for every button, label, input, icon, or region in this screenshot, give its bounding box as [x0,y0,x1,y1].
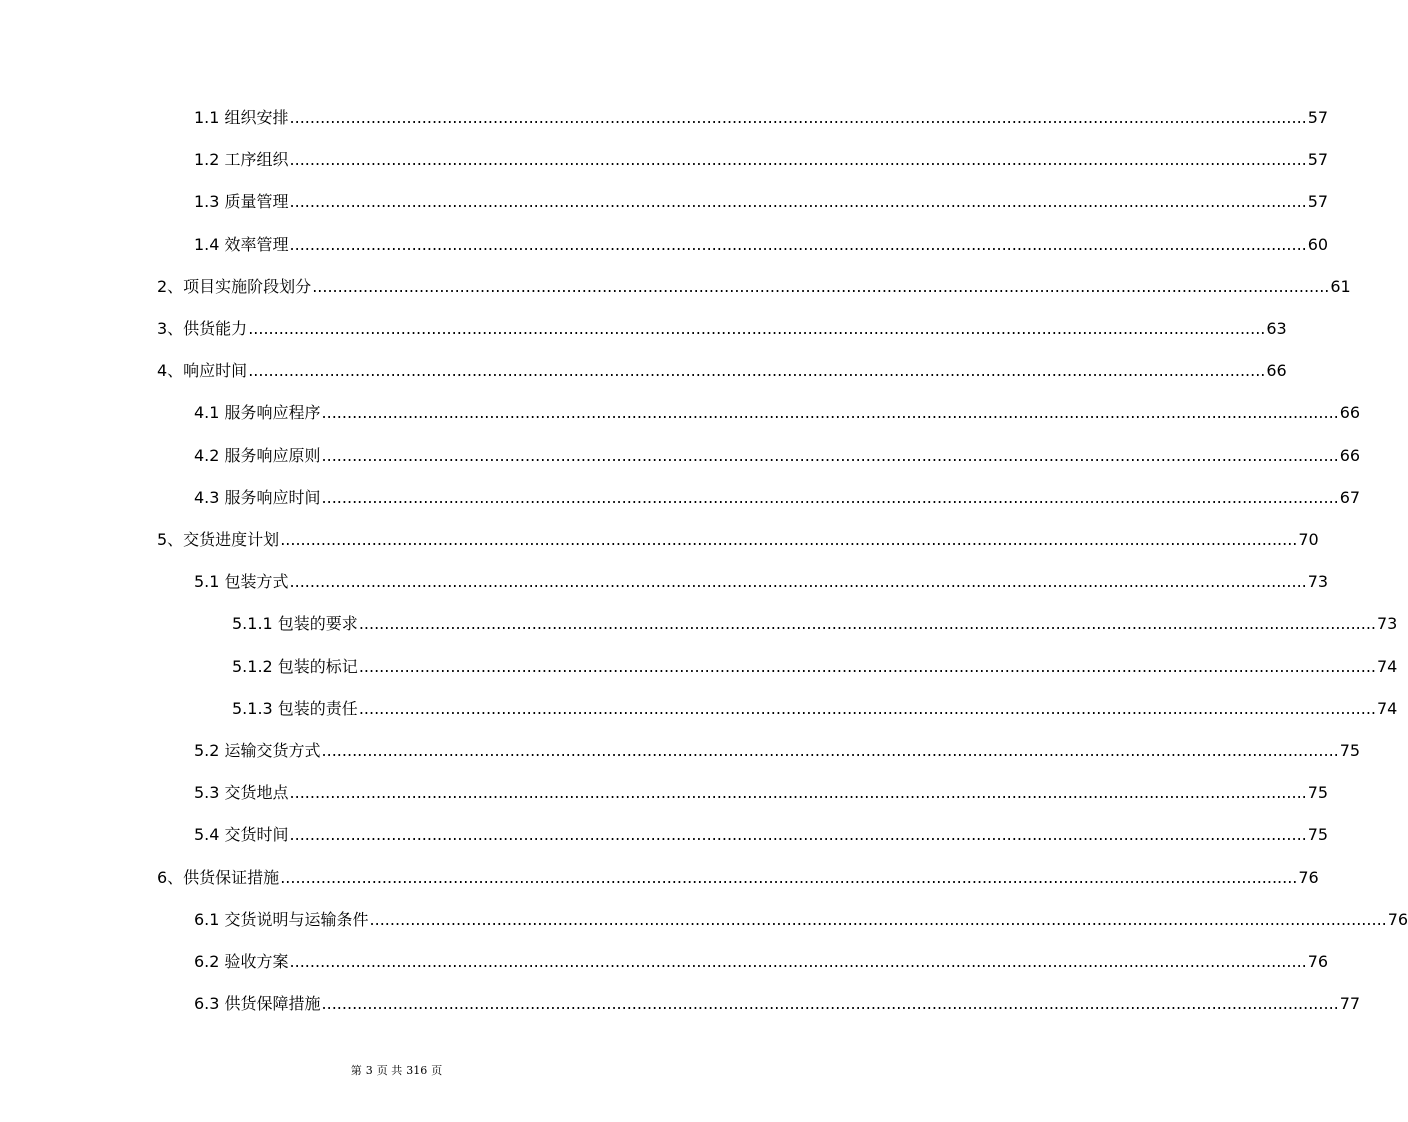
toc-entry[interactable] [194,484,1361,508]
toc-dot-leader: ........................................................................................................................................................................................................ [289,572,1307,592]
toc-entry-page-number: 66 [1339,445,1361,465]
toc-entry-page-number: 57 [1307,150,1329,170]
toc-entry-title: 6、供货保证措施 [157,867,280,887]
toc-entry[interactable] [232,653,1398,677]
toc-dot-leader: ........................................................................................................................................................................................................ [358,698,1376,718]
toc-dot-leader: ........................................................................................................................................................................................................ [289,783,1307,803]
toc-entry-page-number: 74 [1377,698,1398,718]
toc-dot-leader: ........................................................................................................................................................................................................ [289,108,1307,127]
toc-entry-title: 5.2 运输交货方式 [194,741,321,760]
toc-entry[interactable] [194,104,1329,128]
toc-entry-title: 5.1.1 包装的要求 [232,614,358,634]
footer-current-page: 3 [365,1064,373,1077]
toc-entry-title: 6.2 验收方案 [194,952,289,971]
toc-entry-page-number: 75 [1307,783,1329,803]
toc-dot-leader: ........................................................................................................................................................................................................ [280,867,1298,887]
toc-entry-page-number: 57 [1307,108,1329,127]
toc-dot-leader: ........................................................................................................................................................................................................ [321,487,1339,507]
toc-entry-page-number: 70 [1298,530,1319,549]
toc-entry[interactable] [194,442,1361,466]
toc-entry-title: 6.1 交货说明与运输条件 [194,909,369,929]
toc-dot-leader: ........................................................................................................................................................................................................ [248,361,1266,381]
toc-entry-page-number: 66 [1266,361,1287,381]
footer-suffix: 页 [431,1064,443,1077]
toc-dot-leader: ........................................................................................................................................................................................................ [289,952,1307,971]
toc-entry-title: 5.4 交货时间 [194,825,289,845]
toc-entry[interactable] [194,821,1329,845]
toc-dot-leader: ........................................................................................................................................................................................................ [369,909,1387,929]
toc-entry-title: 4、响应时间 [157,361,248,381]
toc-entry[interactable] [194,906,1408,930]
toc-entry-title: 3、供货能力 [157,319,248,338]
toc-dot-leader: ........................................................................................................................................................................................................ [358,614,1376,634]
toc-entry[interactable] [194,188,1329,212]
toc-entry-page-number: 76 [1307,952,1329,971]
toc-entry-page-number: 57 [1307,192,1329,212]
toc-entry-page-number: 61 [1330,276,1351,296]
toc-entry[interactable] [194,146,1329,170]
toc-dot-leader: ........................................................................................................................................................................................................ [321,403,1339,423]
toc-entry-title: 1.1 组织安排 [194,108,289,127]
toc-entry-title: 5、交货进度计划 [157,530,280,549]
toc-dot-leader: ........................................................................................................................................................................................................ [289,825,1307,845]
toc-dot-leader: ........................................................................................................................................................................................................ [312,276,1330,296]
toc-entry[interactable] [157,273,1351,297]
toc-entry-page-number: 75 [1307,825,1329,845]
toc-entry[interactable] [194,990,1361,1014]
toc-entry[interactable] [194,568,1329,592]
toc-entry-title: 1.2 工序组织 [194,150,289,170]
toc-entry[interactable] [157,864,1319,888]
toc-entry-page-number: 76 [1387,909,1408,929]
toc-dot-leader: ........................................................................................................................................................................................................ [248,319,1266,338]
toc-entry[interactable] [194,231,1329,255]
toc-entry-title: 1.4 效率管理 [194,234,289,254]
toc-entry-title: 4.2 服务响应原则 [194,445,321,465]
toc-dot-leader: ........................................................................................................................................................................................................ [289,234,1307,254]
toc-dot-leader: ........................................................................................................................................................................................................ [289,150,1307,170]
toc-entry-page-number: 73 [1307,572,1329,592]
page-footer [0,1064,793,1078]
toc-entry-title: 5.1.3 包装的责任 [232,698,358,718]
toc-entry[interactable] [194,399,1361,423]
toc-dot-leader: ........................................................................................................................................................................................................ [358,656,1376,676]
toc-entry[interactable] [232,695,1398,719]
toc-entry-page-number: 75 [1339,741,1361,760]
footer-total-pages: 316 [406,1064,428,1077]
toc-entry-title: 4.3 服务响应时间 [194,487,321,507]
toc-entry-page-number: 73 [1377,614,1398,634]
toc-entry[interactable] [157,526,1319,550]
toc-dot-leader: ........................................................................................................................................................................................................ [321,994,1339,1014]
toc-dot-leader: ........................................................................................................................................................................................................ [289,192,1307,212]
toc-entry-page-number: 74 [1377,656,1398,676]
toc-entry[interactable] [157,315,1287,339]
toc-dot-leader: ........................................................................................................................................................................................................ [280,530,1298,549]
toc-entry-title: 4.1 服务响应程序 [194,403,321,423]
toc-dot-leader: ........................................................................................................................................................................................................ [321,445,1339,465]
toc-entry-page-number: 66 [1339,403,1361,423]
toc-entry-title: 5.3 交货地点 [194,783,289,803]
toc-entry[interactable] [157,357,1287,381]
toc-entry-title: 6.3 供货保障措施 [194,994,321,1014]
toc-entry-page-number: 63 [1266,319,1287,338]
toc-entry-title: 5.1.2 包装的标记 [232,656,358,676]
toc-entry[interactable] [194,948,1329,972]
toc-entry-page-number: 67 [1339,487,1361,507]
footer-prefix: 第 [350,1064,362,1077]
toc-entry[interactable] [194,779,1329,803]
toc-dot-leader: ........................................................................................................................................................................................................ [321,741,1339,760]
toc-entry[interactable] [232,610,1398,634]
toc-entry-page-number: 60 [1307,234,1329,254]
toc-entry[interactable] [194,737,1361,761]
footer-middle: 页 共 [376,1064,403,1077]
toc-entry-title: 5.1 包装方式 [194,572,289,592]
toc-entry-title: 2、项目实施阶段划分 [157,276,312,296]
toc-entry-title: 1.3 质量管理 [194,192,289,212]
toc-entry-page-number: 76 [1298,867,1319,887]
toc-entry-page-number: 77 [1339,994,1361,1014]
